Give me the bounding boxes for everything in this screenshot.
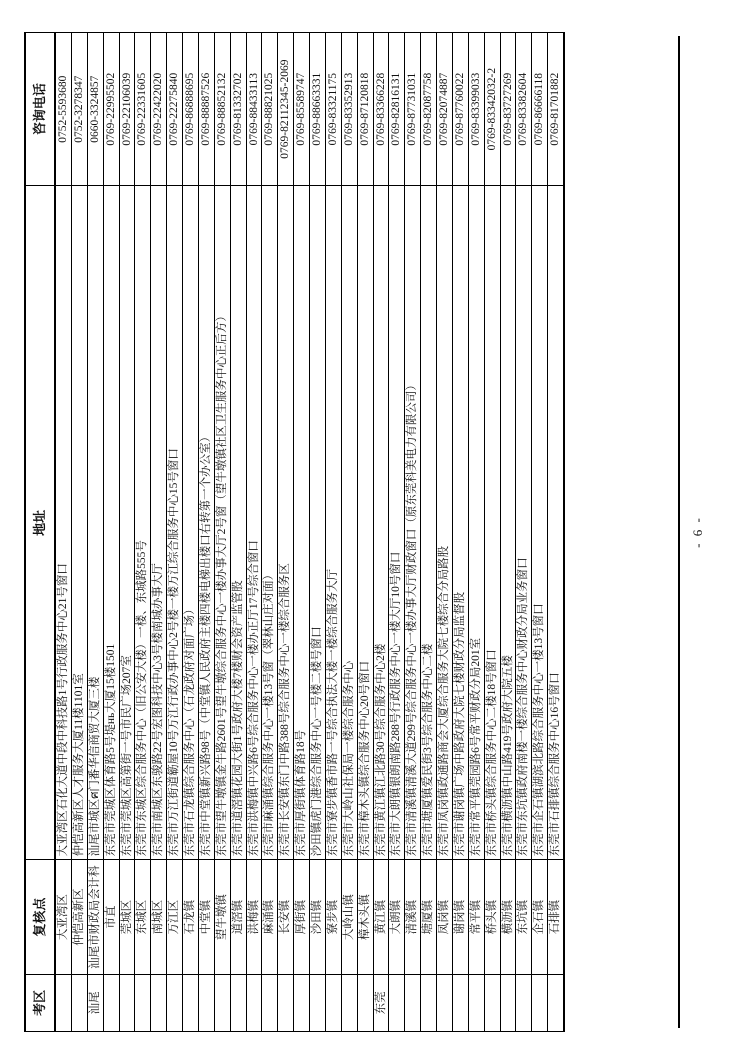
cell-review-point: 望牛墩镇 <box>214 860 230 974</box>
table-row <box>198 33 214 1032</box>
column-header-region: 考区 <box>25 974 55 1031</box>
page-number: - 6 - <box>690 516 705 548</box>
cell-review-point: 洪梅镇 <box>246 860 262 974</box>
cell-address: 东莞市麻涌镇综合服务中心一楼13号窗（翠林山庄对面） <box>262 186 278 860</box>
cell-phone: 0752-3278347 <box>71 33 87 186</box>
footer-rule <box>678 36 680 1028</box>
cell-review-point: 凤岗镇 <box>437 860 453 974</box>
cell-address: 东莞市石龙镇综合服务中心（石龙政府对面广场） <box>183 186 199 860</box>
cell-phone: 0769-22106039 <box>119 33 135 186</box>
cell-review-point: 市直 <box>103 860 119 974</box>
cell-region <box>167 974 183 1031</box>
table-row <box>484 33 500 1032</box>
cell-region <box>71 974 87 1031</box>
cell-region: 汕尾 <box>87 974 103 1031</box>
table-row <box>55 33 71 1032</box>
cell-region <box>325 974 341 1031</box>
cell-phone: 0660-3324857 <box>87 33 103 186</box>
column-header-address: 地址 <box>25 186 55 860</box>
cell-address: 东莞市企石镇湖滨北路综合服务中心一楼13号窗口 <box>532 186 548 860</box>
cell-region <box>55 974 71 1031</box>
table-row <box>294 33 310 1032</box>
cell-region <box>389 974 405 1031</box>
cell-phone: 0769-83352913 <box>341 33 357 186</box>
cell-address: 东莞市横沥镇中山路419号政府大院五楼 <box>500 186 516 860</box>
table-row <box>246 33 262 1032</box>
cell-review-point: 石排镇 <box>548 860 564 974</box>
cell-region <box>151 974 167 1031</box>
cell-phone: 0769-88887526 <box>198 33 214 186</box>
table-row <box>310 33 326 1032</box>
cell-phone: 0752-5593680 <box>55 33 71 186</box>
cell-phone: 0769-22995502 <box>103 33 119 186</box>
cell-phone: 0769-81332702 <box>230 33 246 186</box>
cell-region <box>452 974 468 1031</box>
cell-phone: 0769-83321175 <box>325 33 341 186</box>
table-row <box>262 33 278 1032</box>
cell-address: 东莞市望牛墩镇金牛路2601号望牛墩综合服务中心一楼办事大厅2号窗（望牛墩镇社区卫生服务中心正后方） <box>214 186 230 860</box>
cell-region <box>532 974 548 1031</box>
cell-review-point: 厚街镇 <box>294 860 310 974</box>
cell-region <box>500 974 516 1031</box>
cell-address: 东莞市南城区东骏路22号宏图科技中心3号楼南城办事大厅 <box>151 186 167 860</box>
table-row <box>87 33 103 1032</box>
cell-address: 东莞市长安镇东门中路388号综合服务中心一楼综合服务区 <box>278 186 294 860</box>
cell-phone: 0769-88821025 <box>262 33 278 186</box>
cell-review-point: 黄江镇 <box>373 860 389 974</box>
cell-phone: 0769-83366228 <box>373 33 389 186</box>
cell-address: 东莞市道滘镇花园大街1号政府大楼7楼财会资产监管股 <box>230 186 246 860</box>
cell-region <box>437 974 453 1031</box>
cell-region <box>198 974 214 1031</box>
cell-phone: 0769-22422020 <box>151 33 167 186</box>
cell-address: 东莞市凤岗镇政通路商会大厦综合服务大院七楼综合分局路股 <box>437 186 453 860</box>
cell-region <box>230 974 246 1031</box>
table-body <box>55 33 564 1032</box>
table-row <box>278 33 294 1032</box>
cell-region <box>294 974 310 1031</box>
cell-region <box>421 974 437 1031</box>
cell-phone: 0769-85589747 <box>294 33 310 186</box>
cell-review-point: 万江区 <box>167 860 183 974</box>
table-row <box>214 33 230 1032</box>
cell-region <box>484 974 500 1031</box>
cell-region <box>246 974 262 1031</box>
table-row <box>119 33 135 1032</box>
cell-address: 东莞市大岭山社保局一楼综合服务中心 <box>341 186 357 860</box>
cell-phone: 0769-87760022 <box>452 33 468 186</box>
table-row <box>516 33 532 1032</box>
table-row <box>103 33 119 1032</box>
cell-phone: 0769-22331605 <box>135 33 151 186</box>
table-row <box>468 33 484 1032</box>
cell-phone: 0769-87120818 <box>357 33 373 186</box>
cell-phone: 0769-22275840 <box>167 33 183 186</box>
column-header-review-point: 复核点 <box>25 860 55 974</box>
table-row <box>183 33 199 1032</box>
cell-address: 东莞市塘厦镇爱民街3号综合服务中心二楼 <box>421 186 437 860</box>
cell-review-point: 清溪镇 <box>405 860 421 974</box>
cell-review-point: 寮步镇 <box>325 860 341 974</box>
cell-region <box>214 974 230 1031</box>
cell-phone: 0769-86888695 <box>183 33 199 186</box>
table-header <box>25 33 55 1032</box>
cell-region <box>516 974 532 1031</box>
cell-review-point: 莞城区 <box>119 860 135 974</box>
cell-review-point: 南城区 <box>151 860 167 974</box>
cell-address: 沙田镇虎门港综合服务中心一号楼二楼号窗口 <box>310 186 326 860</box>
cell-review-point: 中堂镇 <box>198 860 214 974</box>
cell-phone: 0769-87731031 <box>405 33 421 186</box>
cell-address: 仲恺高新区人才服务大厦11楼1101室 <box>71 186 87 860</box>
column-header-phone: 咨询电话 <box>25 33 55 186</box>
cell-review-point: 大朗镇 <box>389 860 405 974</box>
cell-address: 东莞市莞城区高第街一号市民广场207室 <box>119 186 135 860</box>
cell-region <box>183 974 199 1031</box>
cell-address: 大亚湾区石化大道中段中科技路1号行政服务中心21号窗口 <box>55 186 71 860</box>
cell-review-point: 东坑镇 <box>516 860 532 974</box>
table-row <box>357 33 373 1032</box>
cell-review-point: 东城区 <box>135 860 151 974</box>
cell-phone: 0769-82074887 <box>437 33 453 186</box>
cell-phone: 0769-81701882 <box>548 33 564 186</box>
cell-phone: 0769-82112345-2069 <box>278 33 294 186</box>
table-row <box>373 33 389 1032</box>
table-row <box>71 33 87 1032</box>
cell-region <box>341 974 357 1031</box>
table-row <box>151 33 167 1032</box>
cell-review-point: 长安镇 <box>278 860 294 974</box>
cell-phone: 0769-82816131 <box>389 33 405 186</box>
cell-review-point: 麻涌镇 <box>262 860 278 974</box>
cell-address: 东莞市大朗镇银朗南路288号行政服务中心一楼大厅10号窗口 <box>389 186 405 860</box>
table-row <box>532 33 548 1032</box>
table-row <box>437 33 453 1032</box>
cell-address: 东莞市谢岗镇广场中路政府大院七楼财政分局监督股 <box>452 186 468 860</box>
cell-region: 东莞 <box>373 974 389 1031</box>
cell-address: 东莞市清溪镇清溪大道299号综合服务中心一楼办事大厅财政窗口（原东莞科美电力有限公司） <box>405 186 421 860</box>
cell-address: 东莞市莞城区体育路5号堤нь大厦15楼1501 <box>103 186 119 860</box>
table-row <box>325 33 341 1032</box>
table-row <box>389 33 405 1032</box>
cell-review-point: 道滘镇 <box>230 860 246 974</box>
cell-address: 东莞市桥头镇综合服务中心二楼18号窗口 <box>484 186 500 860</box>
table-header-row <box>25 33 55 1032</box>
table-row <box>167 33 183 1032</box>
cell-address: 东莞市石排镇综合服务中心16号窗口 <box>548 186 564 860</box>
table-row <box>341 33 357 1032</box>
cell-review-point: 仲恺高新区 <box>71 860 87 974</box>
cell-address: 汕尾市城区ศ门番华信商贸大厦三楼 <box>87 186 103 860</box>
review-points-table <box>24 32 565 1032</box>
cell-phone: 0769-88433113 <box>246 33 262 186</box>
cell-review-point: 常平镇 <box>468 860 484 974</box>
cell-review-point: 桥头镇 <box>484 860 500 974</box>
cell-review-point: 塘厦镇 <box>421 860 437 974</box>
cell-review-point: 企石镇 <box>532 860 548 974</box>
cell-review-point: 樟木头镇 <box>357 860 373 974</box>
cell-review-point: 大岭山镇 <box>341 860 357 974</box>
cell-phone: 0769-83382604 <box>516 33 532 186</box>
cell-review-point: 大亚湾区 <box>55 860 71 974</box>
cell-address: 东莞市寮步镇香市路一号综合执法大楼一楼综合服务大厅 <box>325 186 341 860</box>
cell-address: 东莞市黄江镇江北路30号综合服务中心2楼 <box>373 186 389 860</box>
cell-region <box>135 974 151 1031</box>
cell-address: 东莞市常平镇莞园路6号常平财政分局201室 <box>468 186 484 860</box>
cell-review-point: 沙田镇 <box>310 860 326 974</box>
table-row <box>230 33 246 1032</box>
cell-address: 东莞市樟木头镇综合服务中心20号窗口 <box>357 186 373 860</box>
table-row <box>135 33 151 1032</box>
cell-phone: 0769-83727269 <box>500 33 516 186</box>
cell-region <box>468 974 484 1031</box>
cell-address: 东莞市厚街镇体育路18号 <box>294 186 310 860</box>
cell-review-point: 横沥镇 <box>500 860 516 974</box>
cell-phone: 0769-83399033 <box>468 33 484 186</box>
cell-phone: 0769-88852132 <box>214 33 230 186</box>
cell-review-point: 汕尾市财政局会计科 <box>87 860 103 974</box>
cell-region <box>548 974 564 1031</box>
cell-address: 东莞市东城区综合服务中心（旧公安大楼）一楼、东城路555号 <box>135 186 151 860</box>
cell-region <box>278 974 294 1031</box>
cell-region <box>119 974 135 1031</box>
cell-phone: 0769-83342032-2 <box>484 33 500 186</box>
table-row <box>452 33 468 1032</box>
cell-phone: 0769-88663331 <box>310 33 326 186</box>
table-row <box>500 33 516 1032</box>
cell-address: 东莞市万江街道簕屋10号万江行政办事中心2号楼一楼万江综合服务中心15号窗口 <box>167 186 183 860</box>
table-row <box>405 33 421 1032</box>
cell-region <box>405 974 421 1031</box>
cell-address: 东莞市中堂镇新兴路98号（中堂镇人民政府主楼四楼电梯出楼口右转第一个办公室） <box>198 186 214 860</box>
cell-region <box>103 974 119 1031</box>
cell-review-point: 石龙镇 <box>183 860 199 974</box>
table-row <box>548 33 564 1032</box>
cell-region <box>262 974 278 1031</box>
cell-address: 东莞市洪梅镇中兴路6号综合服务中心一楼办正厅17号综合窗口 <box>246 186 262 860</box>
cell-region <box>357 974 373 1031</box>
cell-region <box>310 974 326 1031</box>
cell-phone: 0769-82087758 <box>421 33 437 186</box>
cell-phone: 0769-86666118 <box>532 33 548 186</box>
table-row <box>421 33 437 1032</box>
cell-address: 东莞市东坑镇政府南楼一楼综合服务中心财政分局业务窗口 <box>516 186 532 860</box>
cell-review-point: 谢岗镇 <box>452 860 468 974</box>
